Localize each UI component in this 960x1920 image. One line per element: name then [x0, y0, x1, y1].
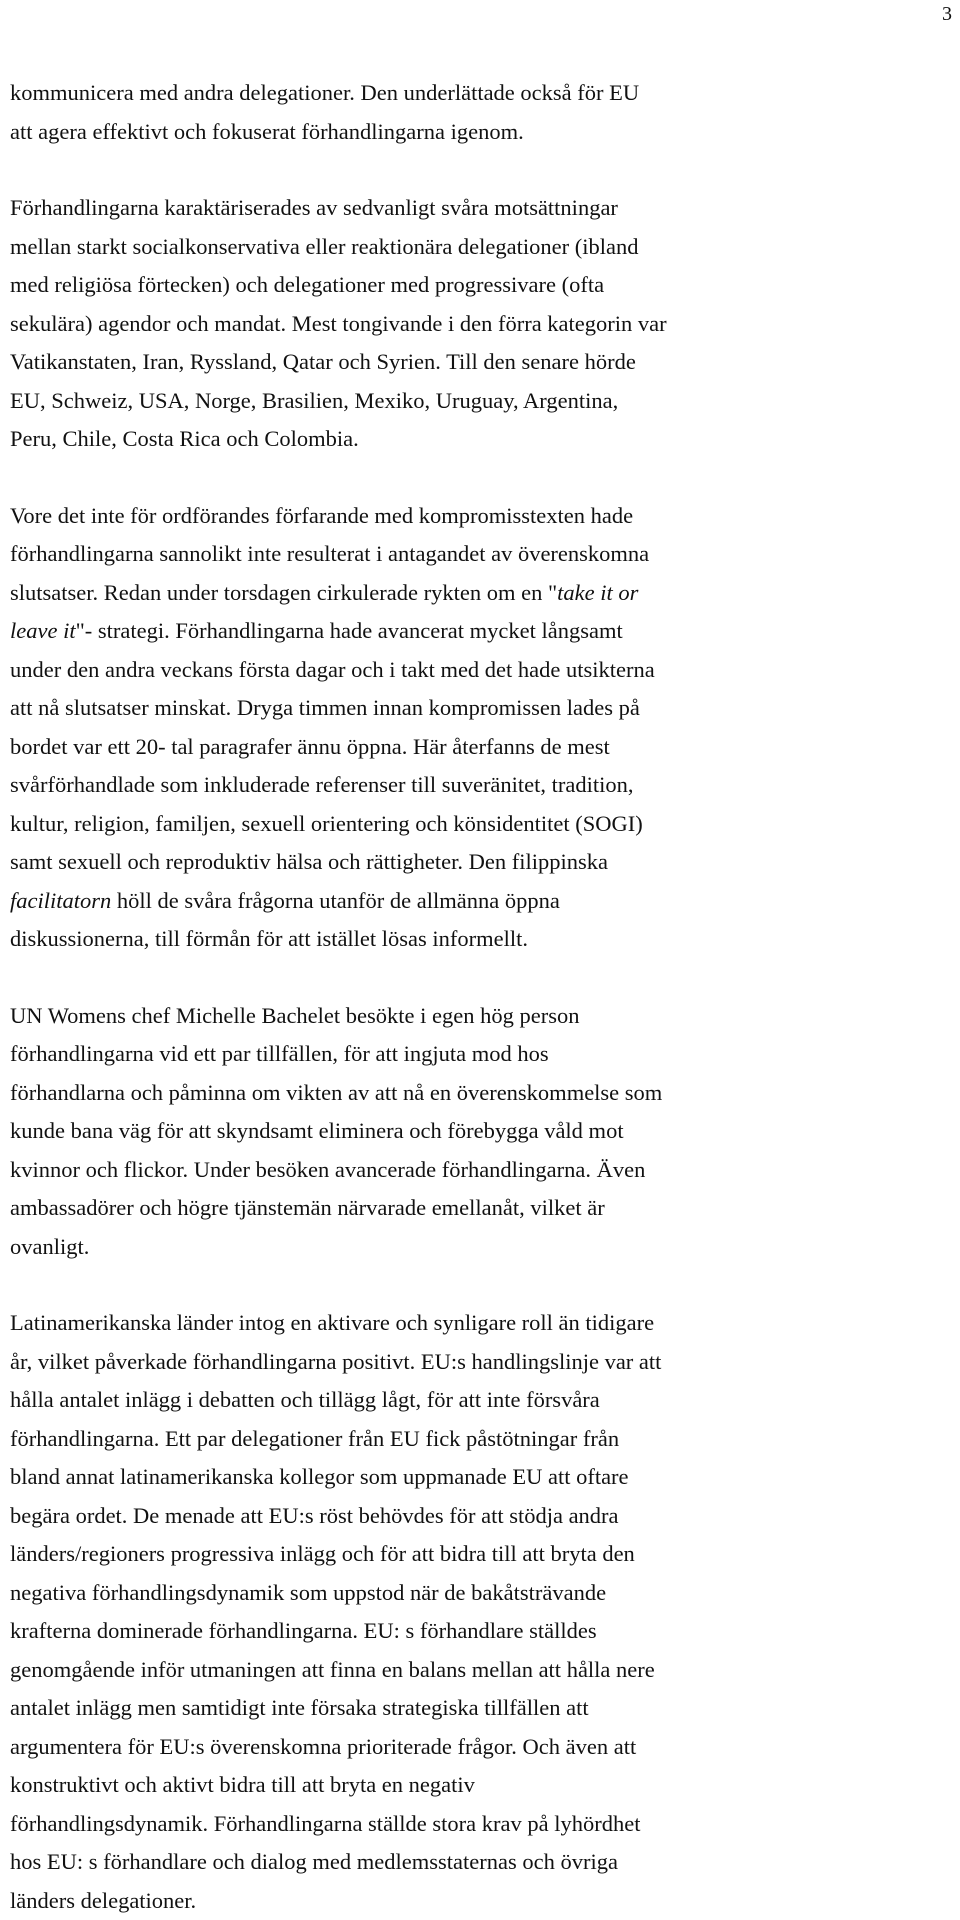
text-run: Latinamerikanska länder intog en aktivare och synligare roll än tidigare [10, 1310, 654, 1335]
text-run: förhandlingarna vid ett par tillfällen, för att ingjuta mod hos [10, 1041, 549, 1066]
text-line [10, 1535, 950, 1574]
text-run: förhandlarna och påminna om vikten av att nå en överenskommelse som [10, 1080, 662, 1105]
text-run: konstruktivt och aktivt bidra till att bryta en negativ [10, 1772, 475, 1797]
text-line [10, 266, 950, 305]
text-run: bland annat latinamerikanska kollegor som uppmanade EU att oftare [10, 1464, 629, 1489]
text-run: ambassadörer och högre tjänstemän närvarade emellanåt, vilket är [10, 1195, 605, 1220]
text-run: kommunicera med andra delegationer. Den underlättade också för EU [10, 80, 639, 105]
text-line [10, 1304, 950, 1343]
text-line [10, 382, 950, 421]
text-line [10, 1151, 950, 1190]
text-line [10, 574, 950, 613]
text-line [10, 189, 950, 228]
text-run: förhandlingarna. Ett par delegationer från EU fick påstötningar från [10, 1426, 619, 1451]
text-line [10, 1689, 950, 1728]
text-run: diskussionerna, till förmån för att istället lösas informellt. [10, 926, 528, 951]
text-line [10, 766, 950, 805]
text-line [10, 228, 950, 267]
text-run: förhandlingarna sannolikt inte resulterat i antagandet av överenskomna [10, 541, 649, 566]
text-run: kunde bana väg för att skyndsamt eliminera och förebygga våld mot [10, 1118, 624, 1143]
text-run: UN Womens chef Michelle Bachelet besökte i egen hög person [10, 1003, 579, 1028]
text-run: bordet var ett 20- tal paragrafer ännu öppna. Här återfanns de mest [10, 734, 610, 759]
text-line [10, 1458, 950, 1497]
text-run: "- strategi. Förhandlingarna hade avancerat mycket långsamt [76, 618, 623, 643]
text-run: Vore det inte för ordförandes förfarande med kompromisstexten hade [10, 503, 633, 528]
text-run: EU, Schweiz, USA, Norge, Brasilien, Mexiko, Uruguay, Argentina, [10, 388, 618, 413]
text-line [10, 74, 950, 113]
text-line [10, 651, 950, 690]
text-line [10, 1074, 950, 1113]
text-line [10, 1843, 950, 1882]
text-run: sekulära) agendor och mandat. Mest tongivande i den förra kategorin var [10, 311, 667, 336]
text-run: att nå slutsatser minskat. Dryga timmen innan kompromissen lades på [10, 695, 640, 720]
text-line [10, 1612, 950, 1651]
paragraph-5 [10, 1304, 950, 1920]
text-line [10, 1882, 950, 1920]
text-line [10, 1112, 950, 1151]
text-line [10, 997, 950, 1036]
text-line [10, 1035, 950, 1074]
text-run: negativa förhandlingsdynamik som uppstod när de bakåtsträvande [10, 1580, 606, 1605]
text-line [10, 1574, 950, 1613]
text-run: antalet inlägg men samtidigt inte försaka strategiska tillfällen att [10, 1695, 589, 1720]
italic-text: leave it [10, 618, 76, 643]
text-run: svårförhandlade som inkluderade referenser till suveränitet, tradition, [10, 772, 634, 797]
text-run: slutsatser. Redan under torsdagen cirkulerade rykten om en " [10, 580, 557, 605]
text-line [10, 497, 950, 536]
text-line [10, 1766, 950, 1805]
text-line [10, 535, 950, 574]
italic-text: facilitatorn [10, 888, 111, 913]
text-run: med religiösa förtecken) och delegationer med progressivare (ofta [10, 272, 604, 297]
text-run: argumentera för EU:s överenskomna prioriterade frågor. Och även att [10, 1734, 636, 1759]
text-line [10, 612, 950, 651]
text-run: Förhandlingarna karaktäriserades av sedvanligt svåra motsättningar [10, 195, 618, 220]
paragraph-2 [10, 189, 950, 459]
text-run: krafterna dominerade förhandlingarna. EU: s förhandlare ställdes [10, 1618, 597, 1643]
page-number: 3 [942, 2, 952, 26]
text-run: länders/regioners progressiva inlägg och för att bidra till att bryta den [10, 1541, 635, 1566]
text-run: under den andra veckans första dagar och i takt med det hade utsikterna [10, 657, 655, 682]
text-run: Vatikanstaten, Iran, Ryssland, Qatar och Syrien. Till den senare hörde [10, 349, 636, 374]
text-line [10, 343, 950, 382]
paragraph-1 [10, 74, 950, 151]
text-line [10, 1805, 950, 1844]
text-run: genomgående inför utmaningen att finna en balans mellan att hålla nere [10, 1657, 655, 1682]
text-run: mellan starkt socialkonservativa eller reaktionära delegationer (ibland [10, 234, 638, 259]
text-line [10, 920, 950, 959]
text-line [10, 1651, 950, 1690]
italic-text: take it or [557, 580, 638, 605]
text-line [10, 1497, 950, 1536]
text-run: kvinnor och flickor. Under besöken avancerade förhandlingarna. Även [10, 1157, 645, 1182]
text-line [10, 1343, 950, 1382]
text-run: hålla antalet inlägg i debatten och tillägg lågt, för att inte försvåra [10, 1387, 600, 1412]
text-run: samt sexuell och reproduktiv hälsa och rättigheter. Den filippinska [10, 849, 608, 874]
text-run: år, vilket påverkade förhandlingarna positivt. EU:s handlingslinje var att [10, 1349, 661, 1374]
text-line [10, 420, 950, 459]
text-run: ovanligt. [10, 1234, 89, 1259]
text-line [10, 113, 950, 152]
text-line [10, 882, 950, 921]
text-line [10, 1728, 950, 1767]
text-line [10, 728, 950, 767]
text-run: höll de svåra frågorna utanför de allmänna öppna [111, 888, 560, 913]
paragraph-3 [10, 497, 950, 959]
text-line [10, 805, 950, 844]
text-run: länders delegationer. [10, 1888, 196, 1913]
text-line [10, 689, 950, 728]
text-run: förhandlingsdynamik. Förhandlingarna ställde stora krav på lyhördhet [10, 1811, 640, 1836]
text-line [10, 843, 950, 882]
text-run: begära ordet. De menade att EU:s röst behövdes för att stödja andra [10, 1503, 619, 1528]
paragraph-4 [10, 997, 950, 1267]
text-line [10, 1420, 950, 1459]
text-line [10, 1228, 950, 1267]
text-run: att agera effektivt och fokuserat förhandlingarna igenom. [10, 119, 524, 144]
text-line [10, 1189, 950, 1228]
text-line [10, 1381, 950, 1420]
document-body [10, 74, 950, 1920]
text-run: kultur, religion, familjen, sexuell orientering och könsidentitet (SOGI) [10, 811, 643, 836]
text-line [10, 305, 950, 344]
text-run: Peru, Chile, Costa Rica och Colombia. [10, 426, 359, 451]
text-run: hos EU: s förhandlare och dialog med medlemsstaternas och övriga [10, 1849, 618, 1874]
